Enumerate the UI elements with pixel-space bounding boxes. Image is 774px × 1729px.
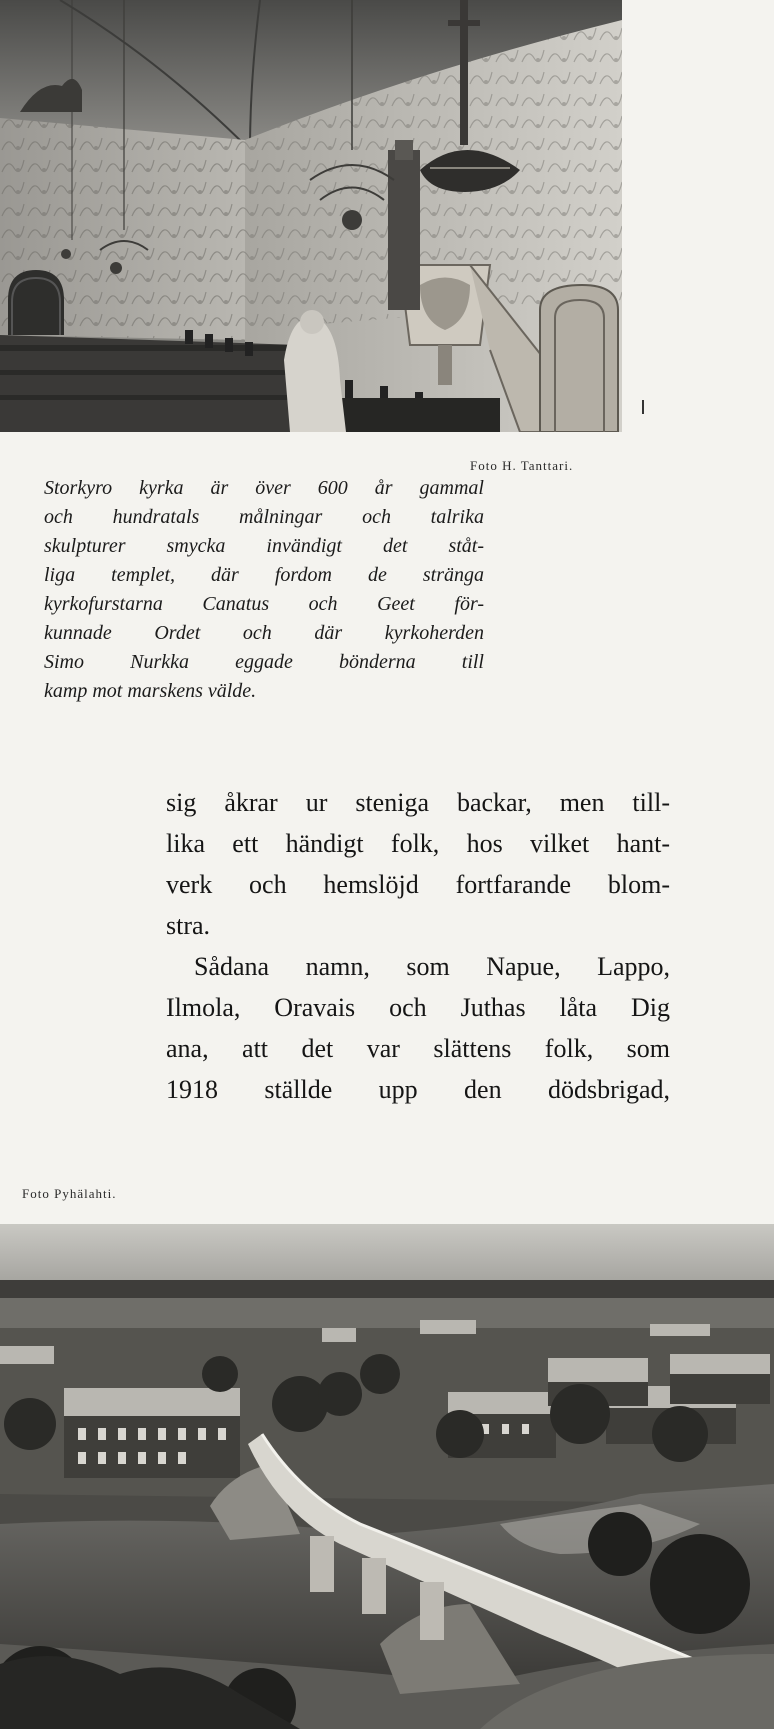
- body-line: ana, att det var slättens folk, som: [166, 1034, 670, 1063]
- photo-credit-church: Foto H. Tanttari.: [470, 458, 574, 473]
- body-line: Ilmola, Oravais och Juthas låta Dig: [166, 993, 670, 1022]
- caption-line: Storkyro kyrka är över 600 år gammal: [44, 477, 484, 499]
- photo-caption: [44, 474, 484, 706]
- caption-line: liga templet, där fordom de stränga: [44, 564, 484, 586]
- margin-mark: [642, 400, 644, 414]
- body-line: sig åkrar ur steniga backar, men till-: [166, 788, 670, 817]
- body-line: verk och hemslöjd fortfarande blom-: [166, 870, 670, 899]
- body-line: Sådana namn, som Napue, Lappo,: [194, 952, 670, 981]
- caption-line: kamp mot marskens välde.: [44, 680, 257, 702]
- body-text: [166, 782, 670, 1110]
- caption-line: och hundratals målningar och talrika: [44, 506, 484, 528]
- caption-line: Simo Nurkka eggade bönderna till: [44, 651, 484, 673]
- body-line: 1918 ställde upp den dödsbrigad,: [166, 1075, 670, 1104]
- caption-line: kyrkofurstarna Canatus och Geet för-: [44, 593, 484, 615]
- town-aerial-image: [0, 1224, 774, 1729]
- photo-credit-town: Foto Pyhälahti.: [22, 1186, 117, 1201]
- town-bridge-river-photo: [0, 1224, 774, 1729]
- church-interior-photo: [0, 0, 622, 432]
- church-interior-image: [0, 0, 622, 432]
- body-line: lika ett händigt folk, hos vilket hant-: [166, 829, 670, 858]
- caption-line: skulpturer smycka invändigt det ståt-: [44, 535, 484, 557]
- body-line: stra.: [166, 911, 211, 940]
- caption-line: kunnade Ordet och där kyrkoherden: [44, 622, 484, 644]
